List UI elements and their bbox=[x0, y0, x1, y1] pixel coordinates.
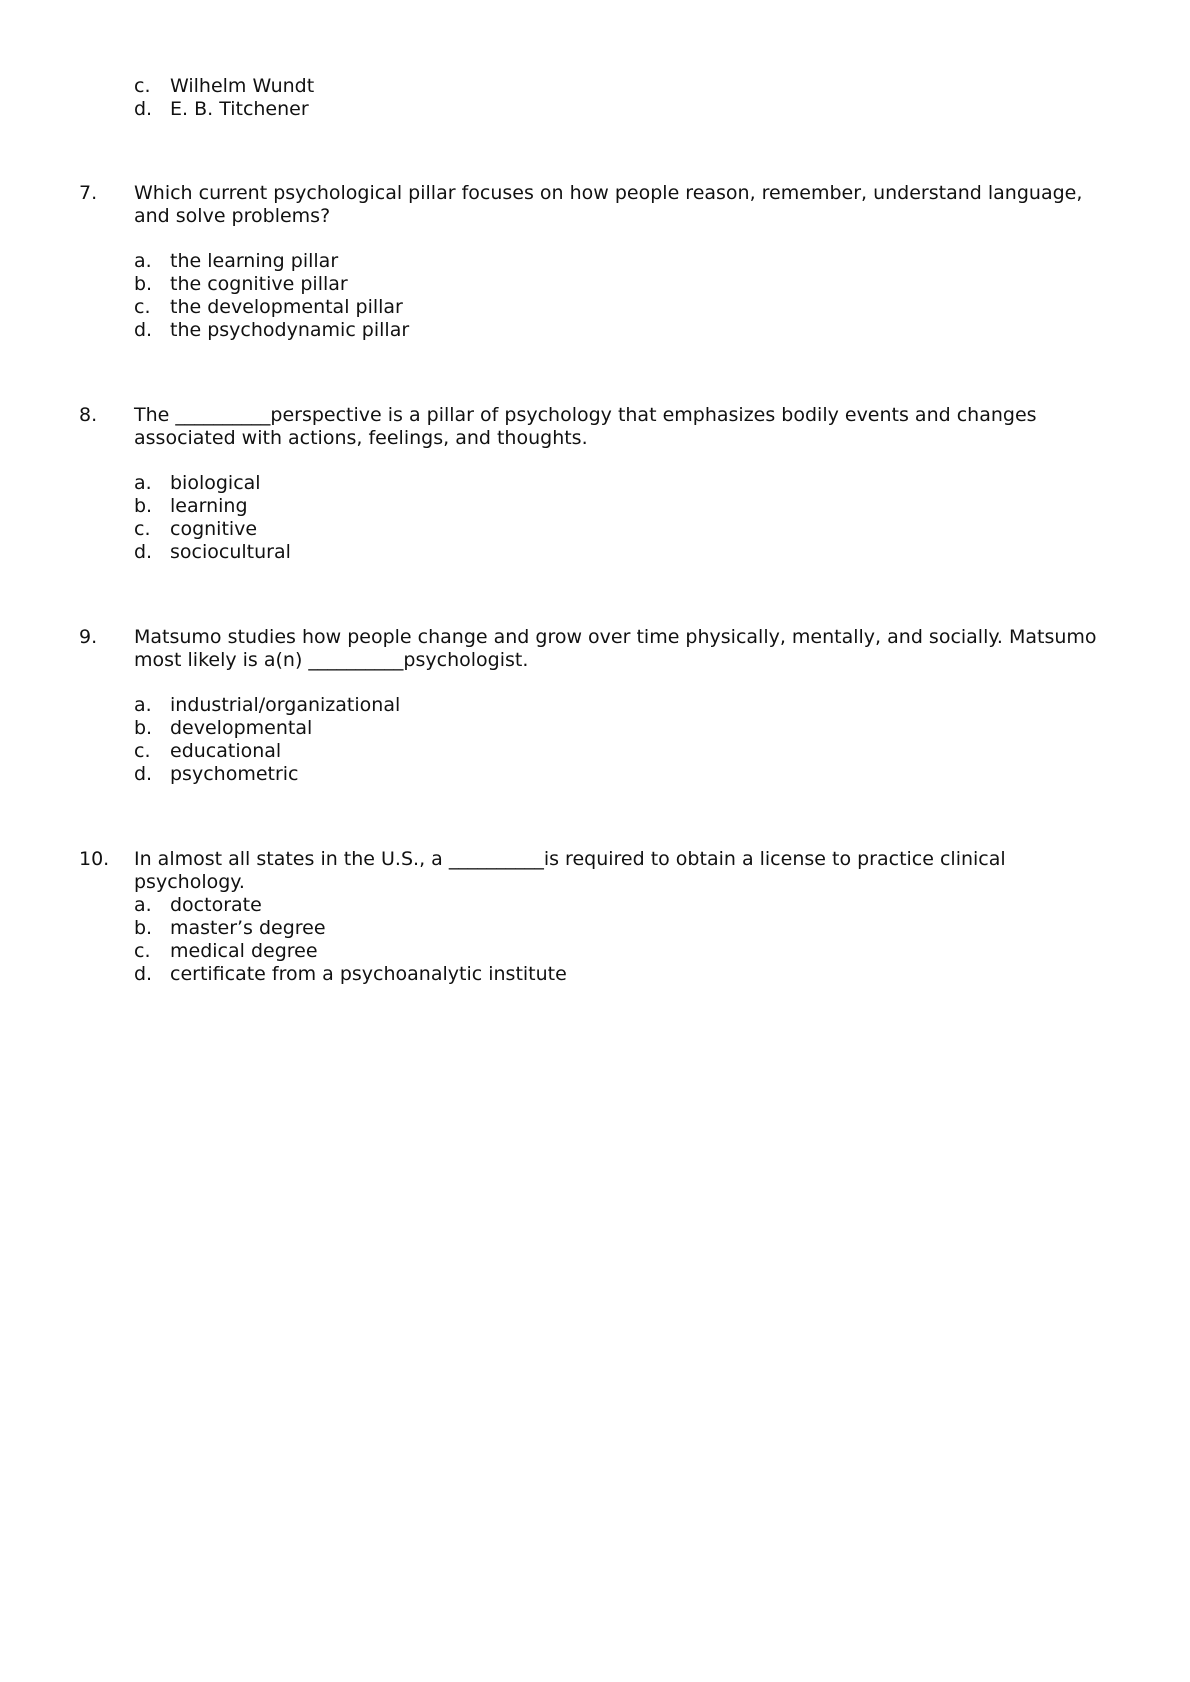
option-letter: d. bbox=[134, 763, 153, 785]
option-text: cognitive bbox=[170, 518, 258, 540]
option-text: educational bbox=[170, 740, 282, 762]
option-letter: c. bbox=[134, 75, 151, 97]
option-text: the psychodynamic pillar bbox=[170, 319, 410, 341]
option-text: developmental bbox=[170, 717, 313, 739]
option-text: the developmental pillar bbox=[170, 296, 403, 318]
option-letter: c. bbox=[134, 518, 151, 540]
option-text: Wilhelm Wundt bbox=[170, 75, 315, 97]
question-number: 10. bbox=[79, 848, 110, 870]
option-letter: b. bbox=[134, 495, 153, 517]
question-number: 8. bbox=[79, 404, 98, 426]
option-letter: b. bbox=[134, 717, 153, 739]
option-text: master’s degree bbox=[170, 917, 326, 939]
option-letter: d. bbox=[134, 98, 153, 120]
option-text: certificate from a psychoanalytic institute bbox=[170, 963, 567, 985]
option-text: industrial/organizational bbox=[170, 694, 401, 716]
option-letter: d. bbox=[134, 963, 153, 985]
option-text: the learning pillar bbox=[170, 250, 339, 272]
option-text: the cognitive pillar bbox=[170, 273, 348, 295]
option-letter: a. bbox=[134, 694, 152, 716]
option-letter: d. bbox=[134, 541, 153, 563]
question-number: 7. bbox=[79, 182, 98, 204]
option-letter: b. bbox=[134, 273, 153, 295]
question-text: In almost all states in the U.S., a __________is required to obtain a license to practice clinical psychology. bbox=[134, 848, 1006, 893]
option-letter: a. bbox=[134, 250, 152, 272]
option-text: E. B. Titchener bbox=[170, 98, 309, 120]
option-letter: b. bbox=[134, 917, 153, 939]
option-text: sociocultural bbox=[170, 541, 291, 563]
option-text: biological bbox=[170, 472, 261, 494]
option-text: learning bbox=[170, 495, 248, 517]
option-letter: c. bbox=[134, 740, 151, 762]
option-letter: a. bbox=[134, 894, 152, 916]
option-letter: c. bbox=[134, 940, 151, 962]
question-number: 9. bbox=[79, 626, 98, 648]
option-text: psychometric bbox=[170, 763, 299, 785]
question-text: Which current psychological pillar focuses on how people reason, remember, understand language, and solve problems? bbox=[134, 182, 1083, 227]
option-letter: c. bbox=[134, 296, 151, 318]
option-text: doctorate bbox=[170, 894, 262, 916]
option-letter: d. bbox=[134, 319, 153, 341]
option-text: medical degree bbox=[170, 940, 318, 962]
question-text: Matsumo studies how people change and grow over time physically, mentally, and socially. Matsumo most likely is a(n) __________psychologist. bbox=[134, 626, 1097, 671]
question-text: The __________perspective is a pillar of psychology that emphasizes bodily events and changes associated with actions, feelings, and thoughts. bbox=[134, 404, 1037, 449]
option-letter: a. bbox=[134, 472, 152, 494]
